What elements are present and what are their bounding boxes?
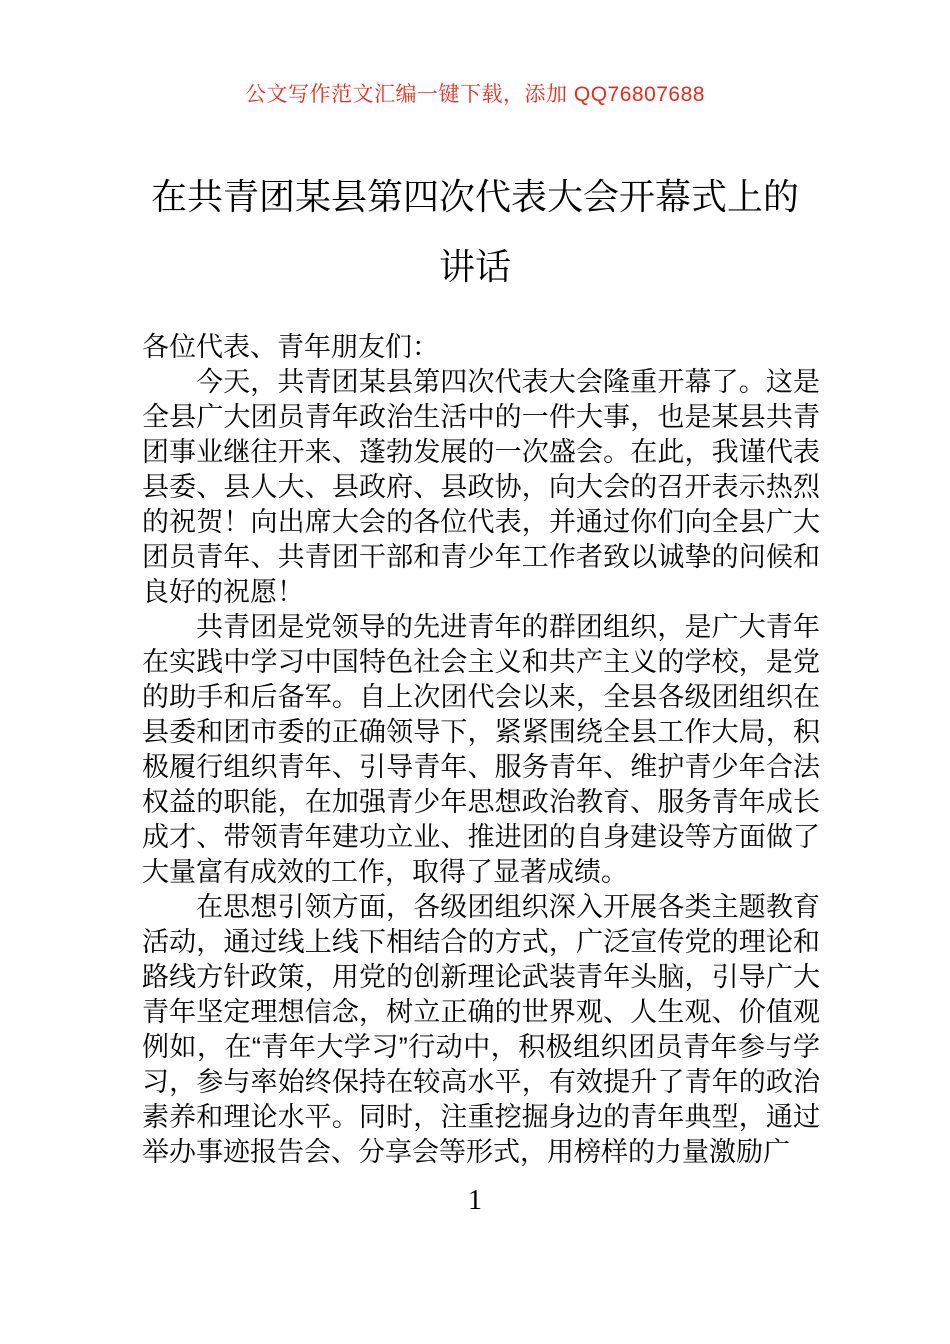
document-body	[142, 330, 820, 1170]
body-paragraph-1: 今天，共青团某县第四次代表大会隆重开幕了。这是全县广大团员青年政治生活中的一件大事，也是某县共青团事业继往开来、蓬勃发展的一次盛会。在此，我谨代表县委、县人大、县政府、县政协，向大会的召开表示热烈的祝贺！向出席大会的各位代表，并通过你们向全县广大团员青年、共青团干部和青少年工作者致以诚挚的问候和良好的祝愿！	[142, 367, 820, 607]
document-title-line2: 讲话	[438, 246, 511, 287]
salutation-line: 各位代表、青年朋友们：	[142, 332, 439, 362]
document-title	[0, 162, 950, 302]
body-paragraph-3: 在思想引领方面，各级团组织深入开展各类主题教育活动，通过线上线下相结合的方式，广泛宣传党的理论和路线方针政策，用党的创新理论武装青年头脑，引导广大青年坚定理想信念，树立正确的世界观、人生观、价值观例如，在“青年大学习”行动中，积极组织团员青年参与学习，参与率始终保持在较高水平，有效提升了青年的政治素养和理论水平。同时，注重挖掘身边的青年典型，通过举办事迹报告会、分享会等形式，用榜样的力量激励广	[142, 892, 820, 1167]
header-promo-notice: 公文写作范文汇编一键下载，添加 QQ76807688	[245, 83, 705, 106]
page-number: 1	[468, 1185, 482, 1216]
body-paragraph-2: 共青团是党领导的先进青年的群团组织，是广大青年在实践中学习中国特色社会主义和共产主义的学校，是党的助手和后备军。自上次团代会以来，全县各级团组织在县委和团市委的正确领导下，紧紧围绕全县工作大局，积极履行组织青年、引导青年、服务青年、维护青少年合法权益的职能，在加强青少年思想政治教育、服务青年成长成才、带领青年建功立业、推进团的自身建设等方面做了大量富有成效的工作，取得了显著成绩。	[142, 612, 820, 887]
document-title-line1: 在共青团某县第四次代表大会开幕式上的	[150, 176, 799, 217]
